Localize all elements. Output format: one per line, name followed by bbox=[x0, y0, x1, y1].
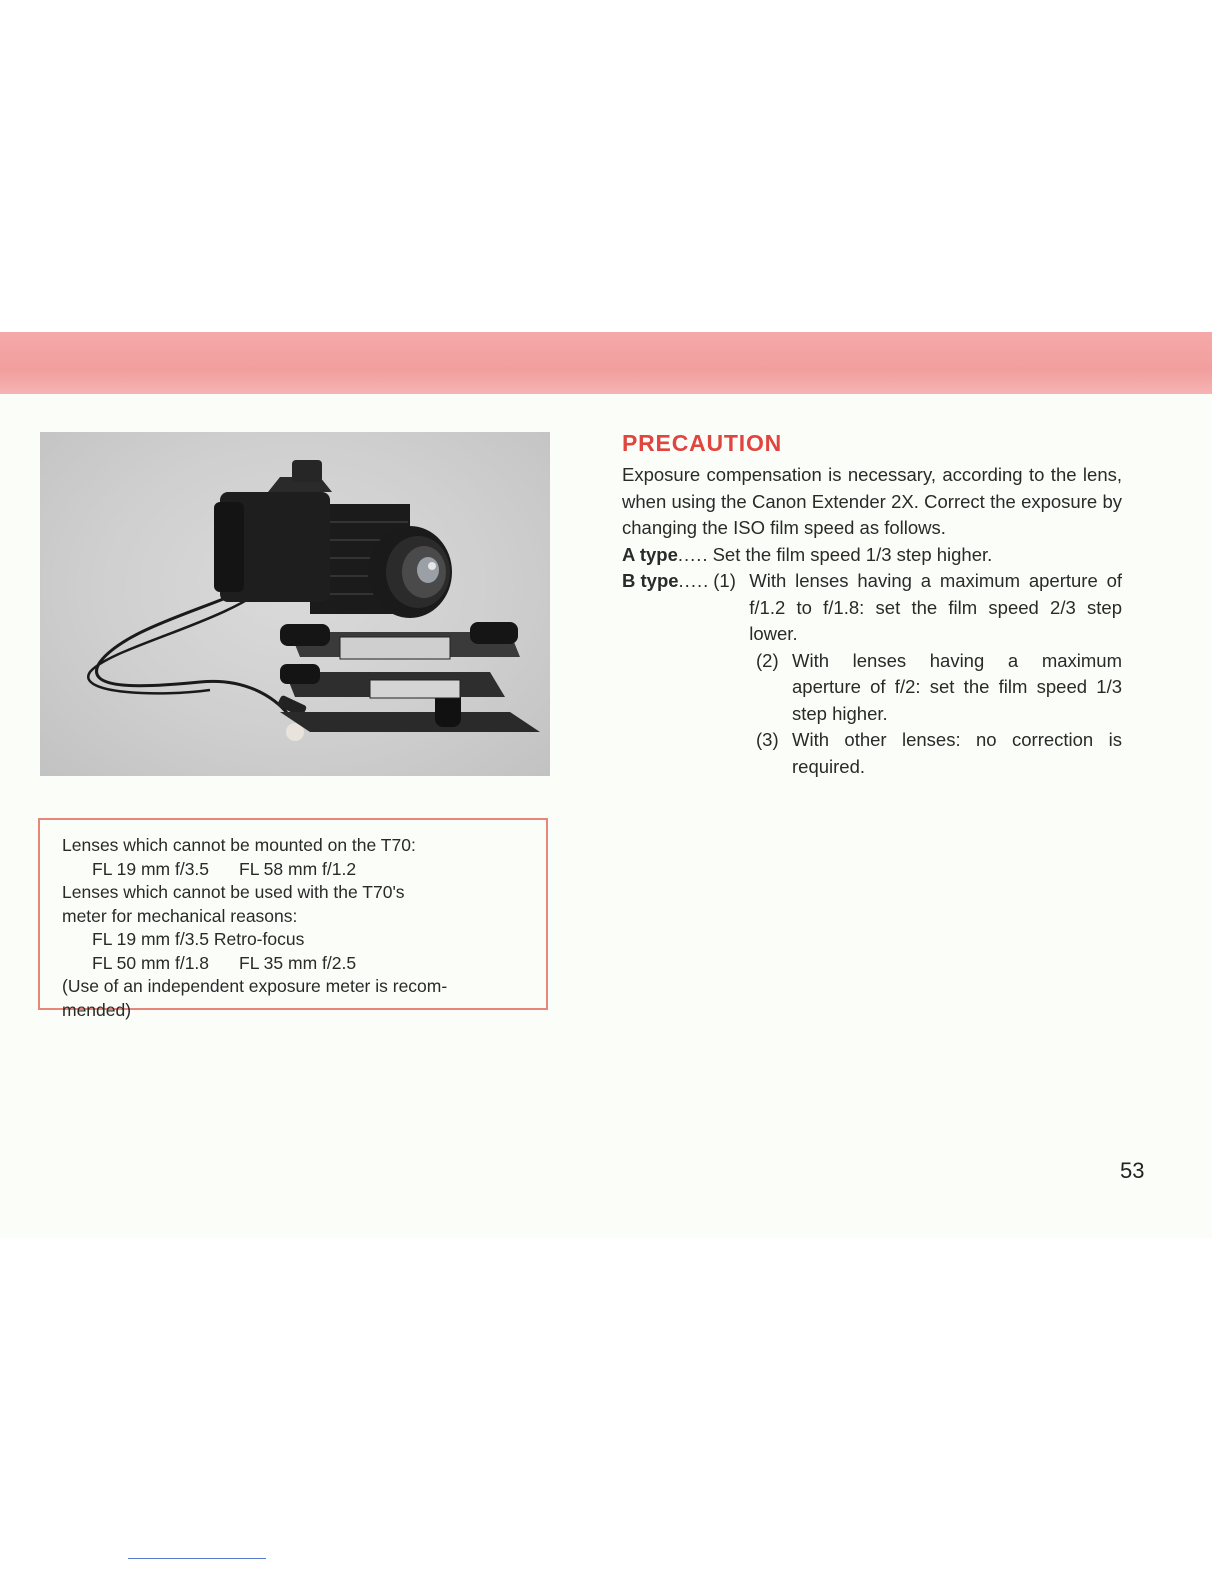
footer-rule bbox=[128, 1558, 266, 1559]
item-text: With lenses having a maximum aperture of f/1.2 to f/1.8: set the film speed 2/3 step lower. bbox=[749, 570, 1122, 644]
note-line: meter for mechanical reasons: bbox=[62, 905, 298, 926]
camera-bellows-photo bbox=[40, 432, 550, 776]
b-type-item-2 bbox=[756, 648, 1122, 728]
b-type-leader: ..... bbox=[678, 570, 710, 591]
item-number: (3) bbox=[756, 729, 779, 750]
incompatible-lenses-note bbox=[38, 818, 548, 1020]
lens-model: FL 35 mm f/2.5 bbox=[239, 952, 357, 973]
b-type-item-1 bbox=[713, 568, 1122, 648]
note-line bbox=[62, 858, 532, 882]
page-number: 53 bbox=[1120, 1158, 1145, 1183]
b-type-row bbox=[622, 568, 1122, 648]
lens-model: FL 58 mm f/1.2 bbox=[239, 858, 357, 879]
note-line: mended) bbox=[62, 999, 132, 1020]
a-type-row bbox=[622, 542, 1122, 569]
a-type-text: Set the film speed 1/3 step higher. bbox=[712, 543, 993, 565]
note-line: Lenses which cannot be used with the T70's bbox=[62, 882, 405, 902]
a-type-label: A type bbox=[622, 543, 678, 565]
note-line: (Use of an independent exposure meter is recom- bbox=[62, 976, 448, 996]
note-line: Lenses which cannot be mounted on the T70: bbox=[62, 835, 416, 855]
lens-model: FL 19 mm f/3.5 bbox=[92, 858, 210, 879]
precaution-title: PRECAUTION bbox=[622, 430, 783, 456]
note-line bbox=[62, 952, 532, 976]
note-line: FL 19 mm f/3.5 Retro-focus bbox=[92, 929, 305, 949]
item-number: (1) bbox=[713, 570, 736, 591]
item-text: With lenses having a maximum aperture of f/2: set the film speed 1/3 step higher. bbox=[792, 649, 1122, 724]
item-number: (2) bbox=[756, 649, 779, 671]
item-text: With other lenses: no correction is required. bbox=[792, 729, 1122, 777]
scanned-page bbox=[0, 332, 1212, 1238]
lens-model: FL 50 mm f/1.8 bbox=[92, 952, 210, 973]
b-type-item-3 bbox=[756, 727, 1122, 780]
camera-illustration bbox=[40, 432, 550, 776]
precaution-intro: Exposure compensation is necessary, according to the lens, when using the Canon Extender 2X. Correct the exposure by changing the ISO film speed as follows. bbox=[622, 464, 1122, 538]
a-type-leader: ..... bbox=[677, 543, 709, 565]
header-band bbox=[0, 332, 1212, 394]
b-type-label: B type bbox=[622, 570, 679, 591]
precaution-section bbox=[622, 428, 1122, 780]
